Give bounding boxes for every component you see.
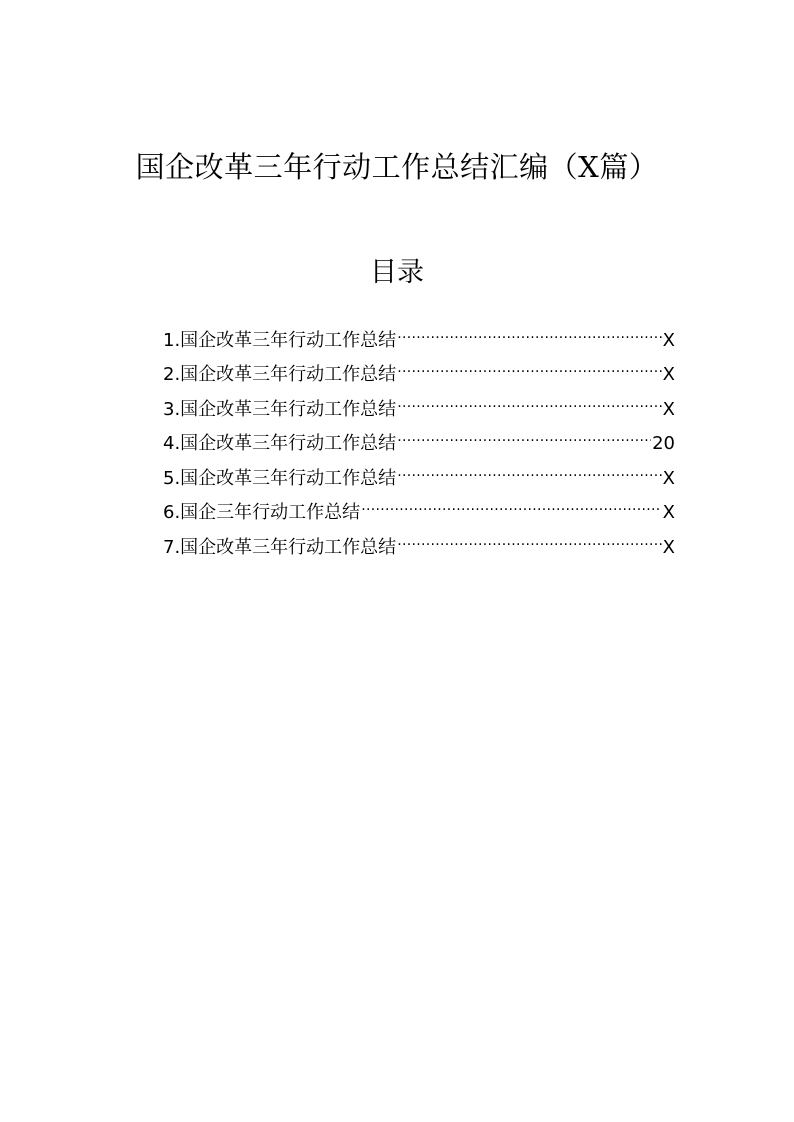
toc-entry-title: 1.国企改革三年行动工作总结 <box>163 329 397 351</box>
toc-heading: 目录 <box>370 257 424 288</box>
toc-dot-leader <box>397 311 661 346</box>
toc-page-number: X <box>662 398 675 420</box>
toc-page-number: 20 <box>652 433 675 454</box>
document-title: 国企改革三年行动工作总结汇编（X篇） <box>135 150 659 184</box>
toc-entry-title: 5.国企改革三年行动工作总结 <box>163 467 397 489</box>
toc-entry-title: 3.国企改革三年行动工作总结 <box>163 398 397 420</box>
toc-dot-leader <box>397 449 661 484</box>
toc-dot-leader <box>397 380 661 415</box>
toc-dot-leader <box>397 518 661 553</box>
toc-page-number: X <box>662 502 675 523</box>
toc-page-number: X <box>662 329 675 351</box>
toc-dot-leader <box>397 346 661 381</box>
toc-page-number: X <box>662 536 675 558</box>
toc-page-number: X <box>662 467 675 489</box>
toc-entry-title: 2.国企改革三年行动工作总结 <box>163 364 397 385</box>
table-of-contents <box>163 311 675 558</box>
toc-dot-leader <box>361 484 661 519</box>
toc-page-number: X <box>662 364 675 385</box>
toc-entry-title: 6.国企三年行动工作总结 <box>163 502 361 523</box>
toc-entry-title: 4.国企改革三年行动工作总结 <box>163 433 397 454</box>
toc-entry[interactable] <box>163 311 675 351</box>
toc-entry-title: 7.国企改革三年行动工作总结 <box>163 536 397 558</box>
toc-dot-leader <box>397 415 651 450</box>
